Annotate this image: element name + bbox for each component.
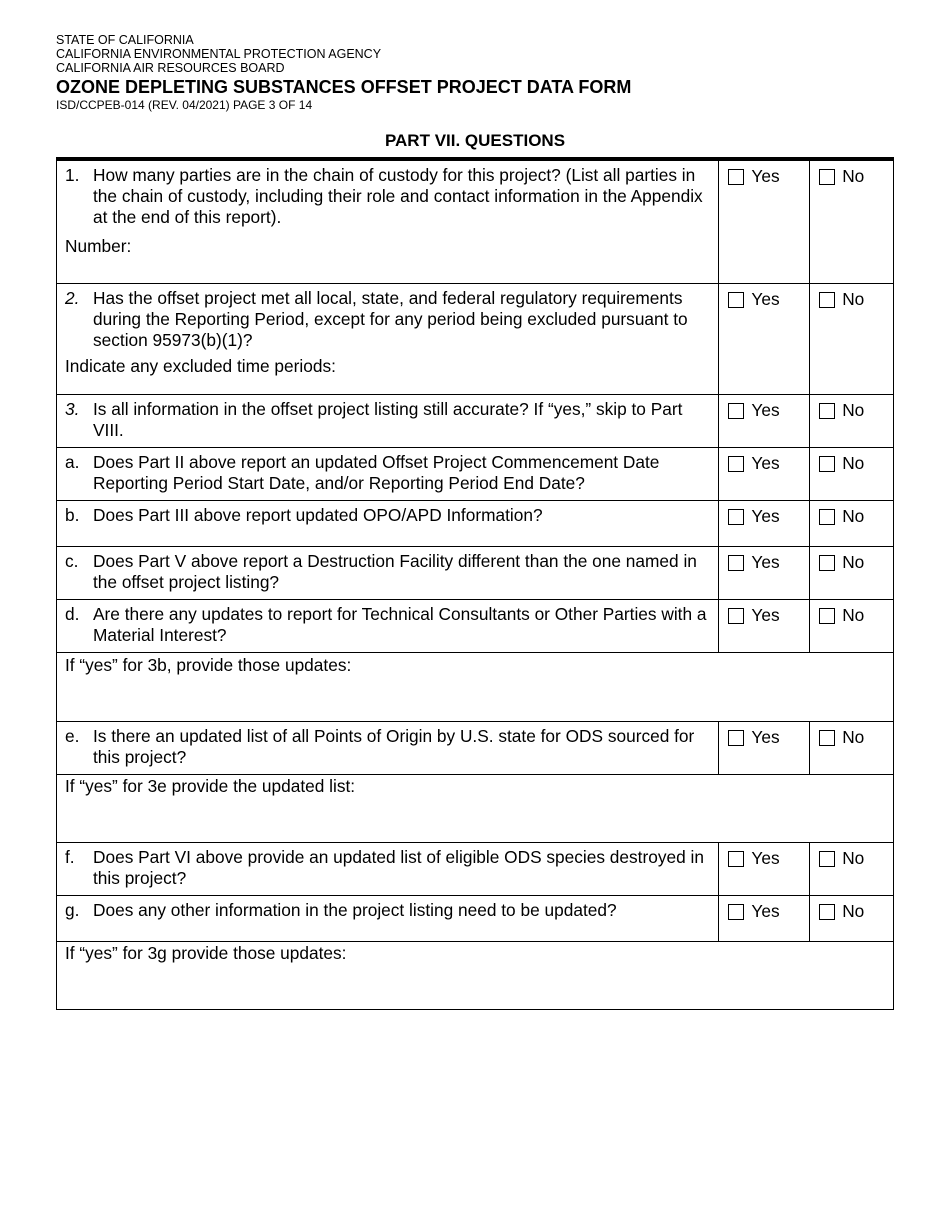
updates-3b-label: If “yes” for 3b, provide those updates: — [65, 655, 352, 675]
qg-yes-checkbox[interactable] — [728, 904, 744, 920]
agency-line: CALIFORNIA ENVIRONMENTAL PROTECTION AGENCY — [56, 47, 382, 61]
no-option — [809, 161, 893, 283]
yes-label: Yes — [751, 605, 780, 625]
yes-option — [718, 896, 809, 941]
qc-yes-checkbox[interactable] — [728, 555, 744, 571]
question-letter: g. — [65, 900, 80, 920]
question-text: How many parties are in the chain of custody for this project? (List all parties in the chain of custody, including their role and contact information in the Appendix at the end of this report). — [93, 165, 703, 227]
qf-yes-checkbox[interactable] — [728, 851, 744, 867]
no-label: No — [842, 453, 865, 473]
q1-yes-checkbox[interactable] — [728, 169, 744, 185]
no-option — [809, 843, 893, 895]
question-row-a — [57, 447, 893, 500]
qb-no-checkbox[interactable] — [819, 509, 835, 525]
q3-yes-checkbox[interactable] — [728, 403, 744, 419]
yes-label: Yes — [751, 506, 780, 526]
qc-no-checkbox[interactable] — [819, 555, 835, 571]
no-label: No — [842, 166, 865, 186]
state-line: STATE OF CALIFORNIA — [56, 33, 194, 47]
updates-3e-field[interactable] — [57, 775, 893, 842]
part-title: PART VII. QUESTIONS — [384, 131, 566, 150]
question-text: Does Part V above report a Destruction Facility different than the one named in the offset project listing? — [93, 551, 697, 592]
question-letter: b. — [65, 505, 80, 525]
yes-option — [718, 284, 809, 394]
updates-3g-field[interactable] — [57, 942, 893, 1009]
question-text: Has the offset project met all local, state, and federal regulatory requirements during the Reporting Period, except for any period being excluded pursuant to section 95973(b)(1)? — [93, 288, 688, 350]
no-option — [809, 448, 893, 500]
no-label: No — [842, 605, 865, 625]
no-label: No — [842, 400, 865, 420]
question-letter: c. — [65, 551, 79, 571]
number-field-label: Number: — [65, 236, 132, 256]
yes-option — [718, 448, 809, 500]
question-cell — [57, 547, 718, 599]
updates-3g-row — [57, 941, 893, 1009]
question-text: Does Part III above report updated OPO/APD Information? — [93, 505, 543, 525]
no-label: No — [842, 901, 865, 921]
no-label: No — [842, 289, 865, 309]
question-letter: f. — [65, 847, 75, 867]
question-row-g — [57, 895, 893, 941]
question-text: Are there any updates to report for Technical Consultants or Other Parties with a Material Interest? — [93, 604, 707, 645]
form-title: OZONE DEPLETING SUBSTANCES OFFSET PROJECT DATA FORM — [56, 77, 632, 97]
updates-3e-label: If “yes” for 3e provide the updated list: — [65, 776, 356, 796]
question-cell — [57, 722, 718, 774]
no-option — [809, 501, 893, 546]
question-row-b — [57, 500, 893, 546]
qa-yes-checkbox[interactable] — [728, 456, 744, 472]
questions-table — [56, 157, 894, 1010]
no-label: No — [842, 848, 865, 868]
yes-label: Yes — [751, 727, 780, 747]
updates-3e-row — [57, 774, 893, 842]
q1-no-checkbox[interactable] — [819, 169, 835, 185]
yes-label: Yes — [751, 289, 780, 309]
question-row-3 — [57, 394, 893, 447]
updates-3b-row — [57, 652, 893, 721]
q2-no-checkbox[interactable] — [819, 292, 835, 308]
question-cell — [57, 161, 718, 283]
question-letter: a. — [65, 452, 80, 472]
qb-yes-checkbox[interactable] — [728, 509, 744, 525]
question-number: 3. — [65, 399, 80, 419]
question-cell — [57, 395, 718, 447]
yes-option — [718, 722, 809, 774]
form-header — [56, 33, 631, 112]
question-text: Does Part VI above provide an updated list of eligible ODS species destroyed in this project? — [93, 847, 704, 888]
question-cell — [57, 600, 718, 652]
qa-no-checkbox[interactable] — [819, 456, 835, 472]
yes-label: Yes — [751, 552, 780, 572]
no-label: No — [842, 727, 865, 747]
no-option — [809, 600, 893, 652]
updates-3b-field[interactable] — [57, 653, 893, 721]
qe-no-checkbox[interactable] — [819, 730, 835, 746]
yes-label: Yes — [751, 166, 780, 186]
question-number: 2. — [65, 288, 80, 308]
yes-option — [718, 501, 809, 546]
no-option — [809, 395, 893, 447]
no-option — [809, 284, 893, 394]
form-id: ISD/CCPEB-014 (REV. 04/2021) PAGE 3 OF 14 — [56, 98, 313, 112]
q3-no-checkbox[interactable] — [819, 403, 835, 419]
yes-label: Yes — [751, 400, 780, 420]
q2-yes-checkbox[interactable] — [728, 292, 744, 308]
question-row-2 — [57, 283, 893, 394]
question-row-1 — [57, 161, 893, 283]
question-row-d — [57, 599, 893, 652]
yes-option — [718, 395, 809, 447]
qd-yes-checkbox[interactable] — [728, 608, 744, 624]
qe-yes-checkbox[interactable] — [728, 730, 744, 746]
yes-label: Yes — [751, 453, 780, 473]
question-letter: e. — [65, 726, 80, 746]
question-text: Is there an updated list of all Points of Origin by U.S. state for ODS sourced for this project? — [93, 726, 695, 767]
yes-option — [718, 600, 809, 652]
yes-option — [718, 843, 809, 895]
no-option — [809, 547, 893, 599]
question-row-e — [57, 721, 893, 774]
updates-3g-label: If “yes” for 3g provide those updates: — [65, 943, 347, 963]
yes-option — [718, 547, 809, 599]
no-option — [809, 722, 893, 774]
question-cell — [57, 896, 718, 941]
question-cell — [57, 843, 718, 895]
no-option — [809, 896, 893, 941]
question-cell — [57, 284, 718, 394]
no-label: No — [842, 552, 865, 572]
question-letter: d. — [65, 604, 80, 624]
question-row-c — [57, 546, 893, 599]
question-text: Does Part II above report an updated Offset Project Commencement Date Reporting Period Start Date, and/or Reporting Period End Date? — [93, 452, 660, 493]
question-text: Does any other information in the project listing need to be updated? — [93, 900, 617, 920]
yes-label: Yes — [751, 901, 780, 921]
yes-label: Yes — [751, 848, 780, 868]
yes-option — [718, 161, 809, 283]
no-label: No — [842, 506, 865, 526]
question-cell — [57, 448, 718, 500]
question-text: Is all information in the offset project listing still accurate? If “yes,” skip to Part VIII. — [93, 399, 683, 440]
qd-no-checkbox[interactable] — [819, 608, 835, 624]
question-cell — [57, 501, 718, 546]
qf-no-checkbox[interactable] — [819, 851, 835, 867]
question-number: 1. — [65, 165, 80, 185]
board-line: CALIFORNIA AIR RESOURCES BOARD — [56, 61, 285, 75]
question-row-f — [57, 842, 893, 895]
qg-no-checkbox[interactable] — [819, 904, 835, 920]
excluded-periods-label: Indicate any excluded time periods: — [65, 356, 336, 376]
